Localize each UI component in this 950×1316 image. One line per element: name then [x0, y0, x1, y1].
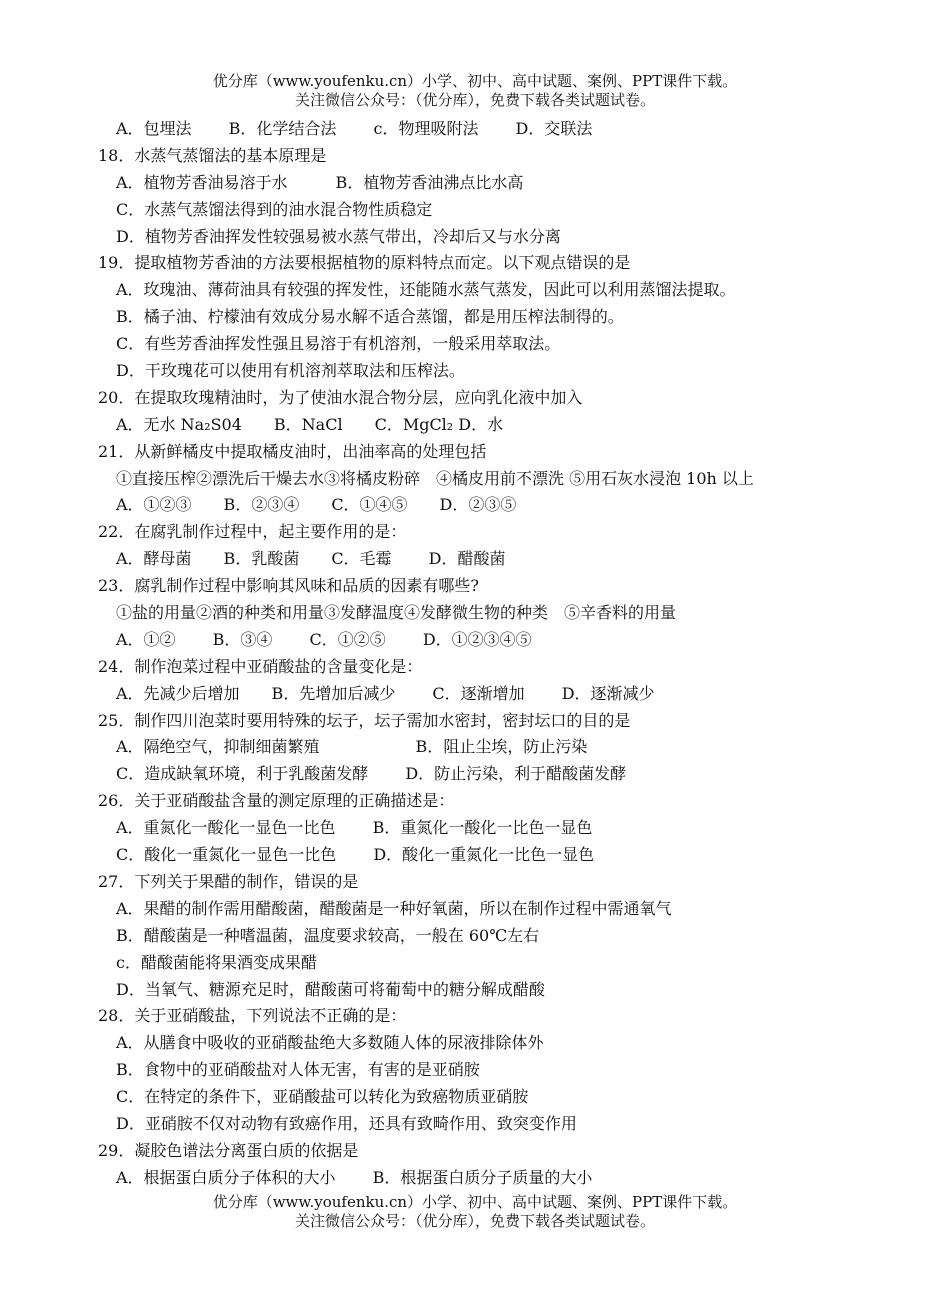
answer-options: B．橘子油、柠檬油有效成分易水解不适合蒸馏，都是用压榨法制得的。 — [116, 307, 624, 327]
question-stem: 29．凝胶色谱法分离蛋白质的依据是 — [98, 1140, 359, 1160]
answer-options: A．从膳食中吸收的亚硝酸盐绝大多数随人体的尿液排除体外 — [116, 1033, 544, 1053]
answer-options: A．①② B．③④ C．①②⑤ D．①②③④⑤ — [116, 629, 532, 649]
answer-options: ①直接压榨②漂洗后干燥去水③将橘皮粉碎 ④橘皮用前不漂洗 ⑤用石灰水浸泡 10h 以上 — [116, 468, 754, 488]
answer-options: B．食物中的亚硝酸盐对人体无害，有害的是亚硝胺 — [116, 1060, 480, 1080]
page-header — [0, 72, 950, 110]
question-stem: 19．提取植物芳香油的方法要根据植物的原料特点而定。以下观点错误的是 — [98, 253, 631, 273]
question-stem: 20．在提取玫瑰精油时，为了使油水混合物分层，应向乳化液中加入 — [98, 387, 583, 407]
page-footer — [0, 1193, 950, 1231]
question-stem: 27．下列关于果醋的制作，错误的是 — [98, 871, 359, 891]
answer-options: C．水蒸气蒸馏法得到的油水混合物性质稳定 — [116, 199, 433, 219]
answer-options: A．玫瑰油、薄荷油具有较强的挥发性，还能随水蒸气蒸发，因此可以利用蒸馏法提取。 — [116, 280, 736, 300]
header-line-2: 关注微信公众号：（优分库），免费下载各类试题试卷。 — [294, 91, 655, 109]
question-stem: 25．制作四川泡菜时要用特殊的坛子，坛子需加水密封，密封坛口的目的是 — [98, 710, 631, 730]
answer-options: C．在特定的条件下，亚硝酸盐可以转化为致癌物质亚硝胺 — [116, 1087, 529, 1107]
question-stem: 26．关于亚硝酸盐含量的测定原理的正确描述是： — [98, 791, 455, 811]
answer-options: A．包埋法 B．化学结合法 c．物理吸附法 D．交联法 — [116, 119, 593, 138]
answer-options: ①盐的用量②酒的种类和用量③发酵温度④发酵微生物的种类 ⑤辛香料的用量 — [116, 603, 677, 623]
answer-options: A．植物芳香油易溶于水 B．植物芳香油沸点比水高 — [116, 172, 524, 192]
question-stem: 21．从新鲜橘皮中提取橘皮油时，出油率高的处理包括 — [98, 441, 487, 461]
answer-options: C．造成缺氧环境，利于乳酸菌发酵 D．防止污染，利于醋酸菌发酵 — [116, 764, 627, 784]
answer-options: A．果醋的制作需用醋酸菌，醋酸菌是一种好氧菌，所以在制作过程中需通氧气 — [116, 898, 672, 918]
answer-options: D．当氧气、糖源充足时，醋酸菌可将葡萄中的糖分解成醋酸 — [116, 979, 545, 999]
answer-options: A．无水 Na₂S04 B．NaCl C．MgCl₂ D．水 — [116, 414, 504, 434]
answer-options: C．酸化一重氮化一显色一比色 D．酸化一重氮化一比色一显色 — [116, 845, 595, 865]
answer-options: D．干玫瑰花可以使用有机溶剂萃取法和压榨法。 — [116, 361, 465, 381]
question-list — [0, 116, 950, 1192]
header-line-1: 优分库（www.youfenku.cn）小学、初中、高中试题、案例、PPT课件下载。 — [212, 72, 738, 90]
answer-options: B．醋酸菌是一种嗜温菌，温度要求较高，一般在 60℃左右 — [116, 925, 540, 945]
answer-options: c．醋酸菌能将果酒变成果醋 — [116, 952, 317, 972]
question-stem: 23．腐乳制作过程中影响其风味和品质的因素有哪些? — [98, 576, 479, 596]
answer-options: A．隔绝空气，抑制细菌繁殖 B．阻止尘埃，防止污染 — [116, 737, 588, 757]
question-stem: 24．制作泡菜过程中亚硝酸盐的含量变化是： — [98, 656, 423, 676]
question-stem: 28．关于亚硝酸盐，下列说法不正确的是： — [98, 1006, 407, 1026]
answer-options: D．亚硝胺不仅对动物有致癌作用，还具有致畸作用、致突变作用 — [116, 1113, 577, 1133]
answer-options: A．根据蛋白质分子体积的大小 B．根据蛋白质分子质量的大小 — [116, 1167, 593, 1187]
footer-line-1: 优分库（www.youfenku.cn）小学、初中、高中试题、案例、PPT课件下载。 — [212, 1193, 738, 1211]
answer-options: C．有些芳香油挥发性强且易溶于有机溶剂，一般采用萃取法。 — [116, 334, 561, 354]
answer-options: A．先减少后增加 B．先增加后减少 C．逐渐增加 D．逐渐减少 — [116, 683, 655, 703]
answer-options: A．①②③ B．②③④ C．①④⑤ D．②③⑤ — [116, 495, 517, 515]
answer-options: D．植物芳香油挥发性较强易被水蒸气带出，冷却后又与水分离 — [116, 226, 561, 246]
answer-options: A．重氮化一酸化一显色一比色 B．重氮化一酸化一比色一显色 — [116, 818, 593, 838]
answer-options: A．酵母菌 B．乳酸菌 C．毛霉 D．醋酸菌 — [116, 549, 506, 569]
question-stem: 18．水蒸气蒸馏法的基本原理是 — [98, 145, 327, 165]
question-stem: 22．在腐乳制作过程中，起主要作用的是： — [98, 522, 407, 542]
footer-line-2: 关注微信公众号：（优分库），免费下载各类试题试卷。 — [294, 1212, 655, 1230]
